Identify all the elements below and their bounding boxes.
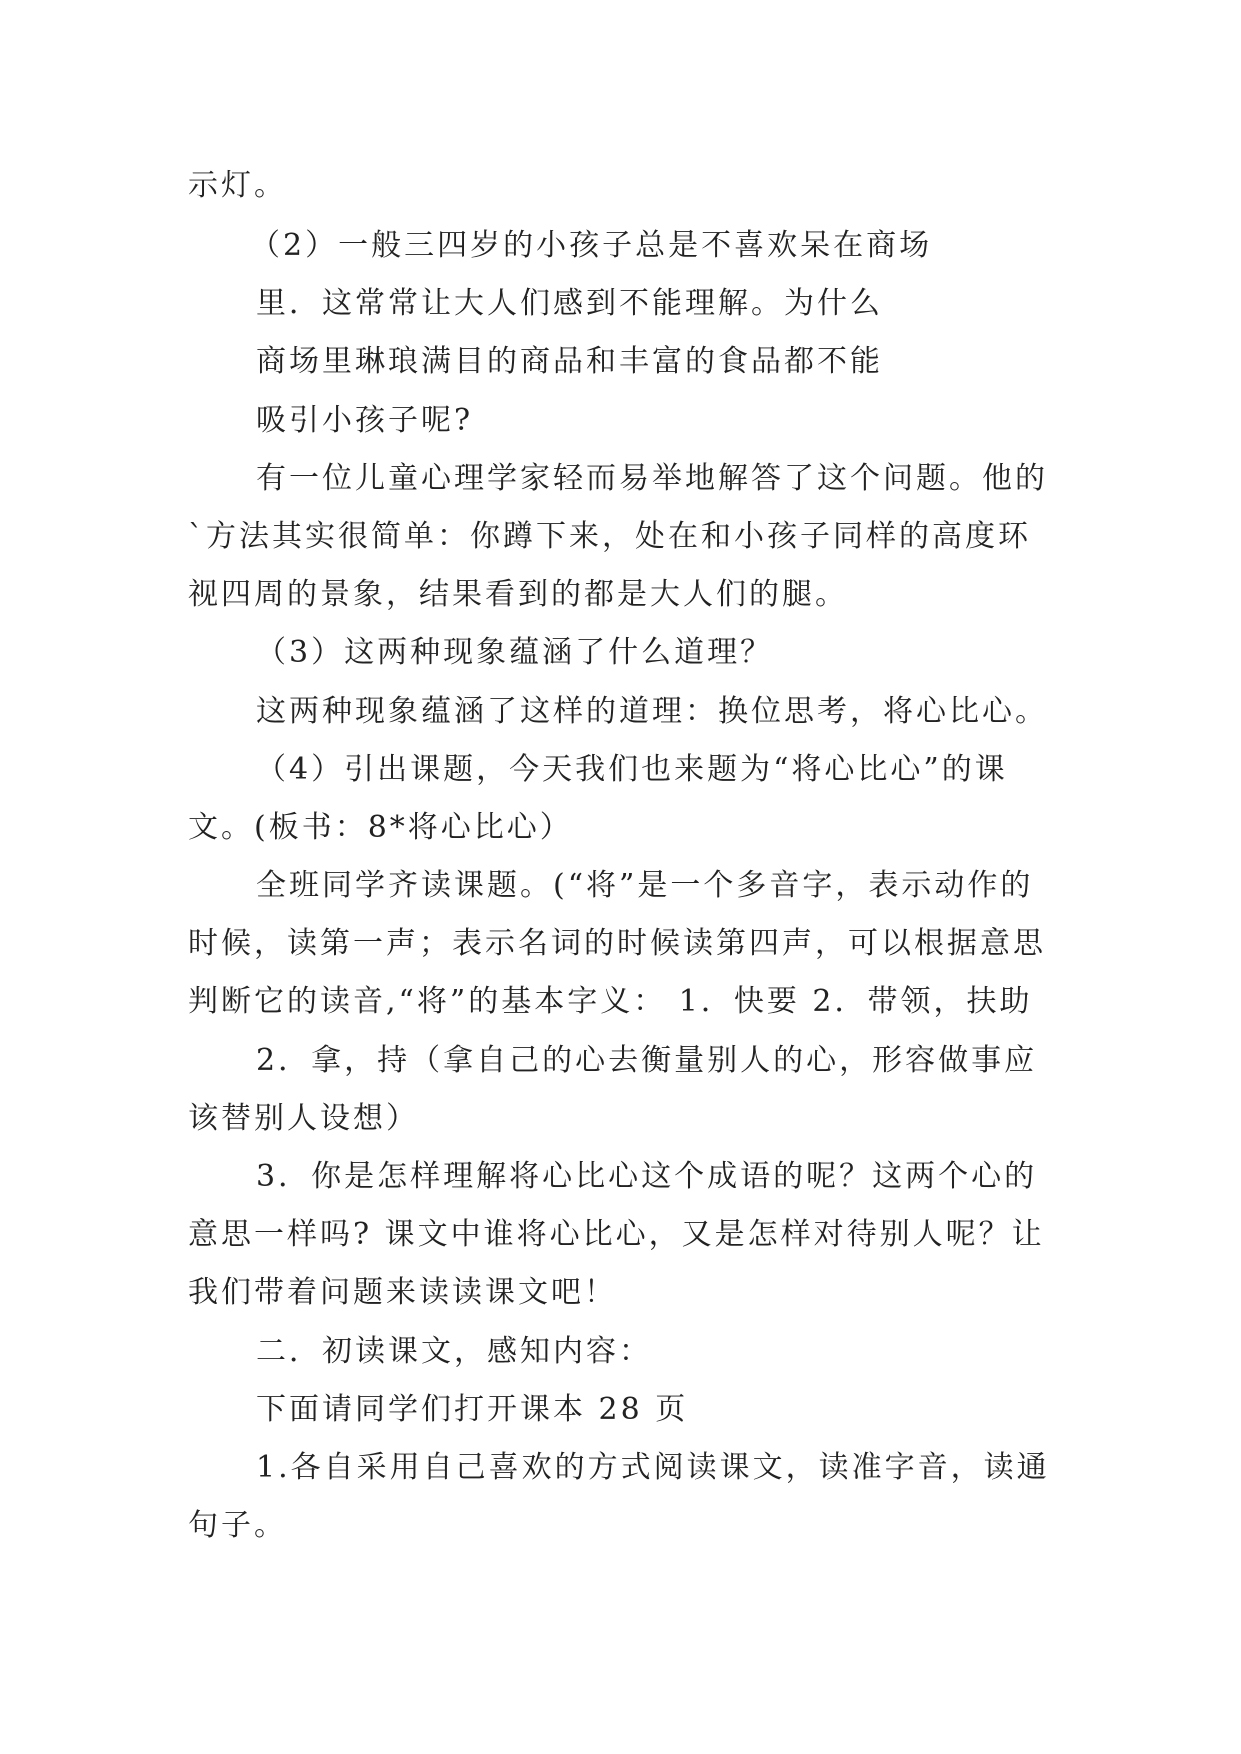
text-line: 这两种现象蕴涵了这样的道理：换位思考，将心比心。 bbox=[256, 694, 1048, 729]
text-line: 3．你是怎样理解将心比心这个成语的呢？这两个心的 bbox=[256, 1159, 1038, 1194]
text-line: （3）这两种现象蕴涵了什么道理？ bbox=[256, 635, 774, 670]
text-line: 下面请同学们打开课本 28 页 bbox=[256, 1392, 689, 1427]
text-line: 判断它的读音,“将”的基本字义： 1．快要 2．带领，扶助 bbox=[188, 984, 1033, 1019]
text-line: 时候，读第一声；表示名词的时候读第四声，可以根据意思 bbox=[188, 926, 1046, 961]
text-line: 句子。 bbox=[188, 1508, 287, 1543]
text-line: 意思一样吗? 课文中谁将心比心，又是怎样对待别人呢？让 bbox=[188, 1217, 1045, 1252]
text-line: 商场里琳琅满目的商品和丰富的食品都不能 bbox=[256, 344, 883, 379]
text-line: （2）一般三四岁的小孩子总是不喜欢呆在商场 bbox=[250, 228, 933, 263]
text-line: 吸引小孩子呢? bbox=[256, 403, 474, 438]
text-line: 有一位儿童心理学家轻而易举地解答了这个问题。他的 bbox=[256, 461, 1048, 496]
text-line: 该替别人设想） bbox=[188, 1101, 419, 1136]
text-line: 全班同学齐读课题。(“将”是一个多音字，表示动作的 bbox=[256, 868, 1034, 903]
text-line: 示灯。 bbox=[188, 168, 287, 203]
text-line: 视四周的景象，结果看到的都是大人们的腿。 bbox=[188, 577, 848, 612]
text-line: 文。(板书：8*将心比心） bbox=[188, 810, 573, 845]
text-line: 里．这常常让大人们感到不能理解。为什么 bbox=[256, 286, 883, 321]
text-line: `方法其实很简单：你蹲下来，处在和小孩子同样的高度环 bbox=[188, 519, 1031, 554]
text-line: 1.各自采用自己喜欢的方式阅读课文，读准字音，读通 bbox=[256, 1450, 1050, 1485]
text-line: 2．拿，持（拿自己的心去衡量别人的心，形容做事应 bbox=[256, 1043, 1038, 1078]
text-line: 我们带着问题来读读课文吧！ bbox=[188, 1275, 617, 1310]
text-line: 二．初读课文，感知内容： bbox=[256, 1334, 652, 1369]
text-line: （4）引出课题，今天我们也来题为“将心比心”的课 bbox=[256, 752, 1008, 787]
